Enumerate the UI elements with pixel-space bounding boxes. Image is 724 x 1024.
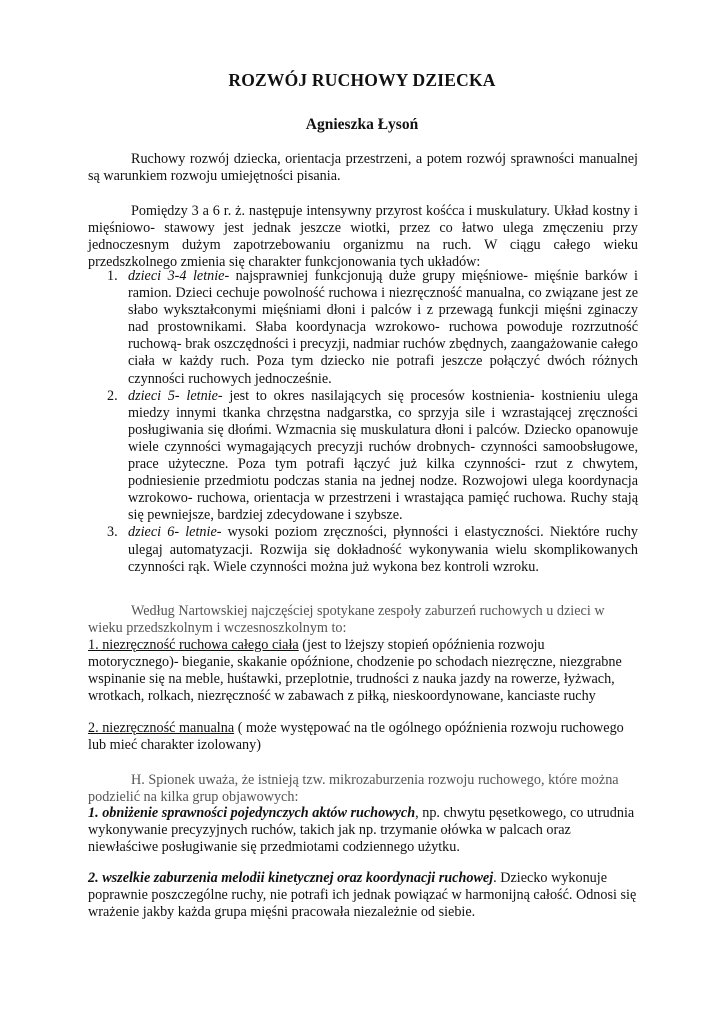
spionek-item-2	[88, 870, 638, 921]
development-paragraph: Pomiędzy 3 a 6 r. ż. następuje intensywny przyrost kośćca i muskulatury. Układ kostny i mięśniowo- stawowy jest jednak jeszcze wiotki, przez co łatwo ulega zmęczeniu przy jednoczesnym dużym zapotrzebowaniu organizmu na ruch. W ciągu całego wieku przedszkolnego zmienia się charakter funkcjonowania tych układów:	[88, 203, 638, 271]
list-item	[88, 388, 638, 525]
spionek-item-2-title: 2. wszelkie zaburzenia melodii kinetycznej oraz koordynacji ruchowej	[88, 870, 494, 886]
list-item-label: dzieci 6- letnie-	[128, 524, 222, 541]
nartowska-item-2-text: ( może występować na tle ogólnego opóźnienia rozwoju ruchowego lub mieć charakter izolowany)	[88, 720, 624, 754]
list-item-number: 2.	[107, 387, 118, 404]
nartowska-item-2	[88, 720, 638, 754]
age-group-list	[88, 268, 638, 576]
nartowska-item-1-title: 1. niezręczność ruchowa całego ciała	[88, 637, 299, 653]
intro-paragraph: Ruchowy rozwój dziecka, orientacja przestrzeni, a potem rozwój sprawności manualnej są warunkiem rozwoju umiejętności pisania.	[88, 151, 638, 185]
list-item-number: 1.	[107, 268, 118, 284]
spionek-item-1-text: , np. chwytu pęsetkowego, co utrudnia wykonywanie precyzyjnych ruchów, takich jak np. trzymanie ołówka w palcach oraz niewłaściwe posługiwanie się przedmiotami codziennego użytku.	[88, 805, 635, 856]
spionek-item-2-text: . Dziecko wykonuje poprawnie poszczególne ruchy, nie potrafi ich jednak powiązać w harmonijną całość. Odnosi się wrażenie jakby każda grupa mięśni pracowała niezależnie od siebie.	[88, 870, 637, 921]
list-item-text: wysoki poziom zręczności, płynności i elastyczności. Niektóre ruchy ulegaj automatyzacji. Rozwija się dokładność wykonywania wielu skomplikowanych czynności rąk. Wiele czynności można już wykona bez kontroli wzroku.	[128, 524, 638, 575]
spionek-item-1-title: 1. obniżenie sprawności pojedynczych aktów ruchowych	[88, 805, 416, 821]
nartowska-paragraph: Według Nartowskiej najczęściej spotykane zespoły zaburzeń ruchowych u dzieci w wieku przedszkolnym i wczesnoszkolnym to:	[88, 603, 605, 637]
list-item-number: 3.	[107, 524, 118, 541]
nartowska-item-1	[88, 637, 638, 705]
document-title: ROZWÓJ RUCHOWY DZIECKA	[228, 70, 496, 90]
list-item	[88, 268, 638, 388]
list-item-text: najsprawniej funkcjonują duże grupy mięśniowe- mięśnie barków i ramion. Dzieci cechuje powolność ruchowa i niezręczność manualna, co związane jest ze słabo wykształconymi mięśniami dłoni i palców i z przewagą funkcji mięśni zginaczy nad prostownikami. Słaba koordynacja wzrokowo- ruchowa powoduje rozrzutność ruchową- brak oszczędności i precyzji, nadmiar ruchów zbędnych, zaangażowanie całego ciała w każdy ruch. Poza tym dziecko nie potrafi jeszcze połączyć dwóch różnych czynności ruchowych jednocześnie.	[128, 268, 638, 387]
spionek-item-1	[88, 805, 638, 856]
nartowska-item-2-title: 2. niezręczność manualna	[88, 720, 235, 736]
list-item	[88, 524, 638, 575]
list-item-label: dzieci 5- letnie-	[128, 387, 223, 404]
list-item-label: dzieci 3-4 letnie-	[128, 268, 230, 284]
list-item-text: jest to okres nasilających się procesów kostnienia- kostnieniu ulega miedzy innymi tkanka chrzęstna nadgarstka, co sprzyja sile i wzrastającej zręczności posługiwania się dłońmi. Wzmacnia się muskulatura dłoni i palców. Dziecko opanowuje wiele czynności wymagających precyzji ruchów drobnych- czynności samoobsługowe, prace użyteczne. Poza tym potrafi łączyć już kilka czynności- rzut z chwytem, podniesienie przedmiotu podczas stania na jednej nodze. Rozwojowi ulega koordynacja wzrokowo- ruchowa, orientacja w przestrzeni i wrastająca pamięć ruchowa. Ruchy stają się pewniejsze, bardziej zdecydowane i szybsze.	[128, 387, 638, 524]
document-author: Agnieszka Łysoń	[305, 116, 419, 133]
spionek-paragraph: H. Spionek uważa, że istnieją tzw. mikrozaburzenia rozwoju ruchowego, które można podzielić na kilka grup objawowych:	[88, 772, 619, 806]
nartowska-item-1-text: (jest to lżejszy stopień opóźnienia rozwoju motorycznego)- bieganie, skakanie opóźnione, chodzenie po schodach niezręczne, niezgrabne wspinanie się na meble, huśtawki, przeplotnie, trudności z nauka jazdy na rowerze, łyżwach, wrotkach, rolkach, niezręczność w zabawach z piłką, nieskoordynowane, kanciaste ruchy	[88, 637, 622, 705]
